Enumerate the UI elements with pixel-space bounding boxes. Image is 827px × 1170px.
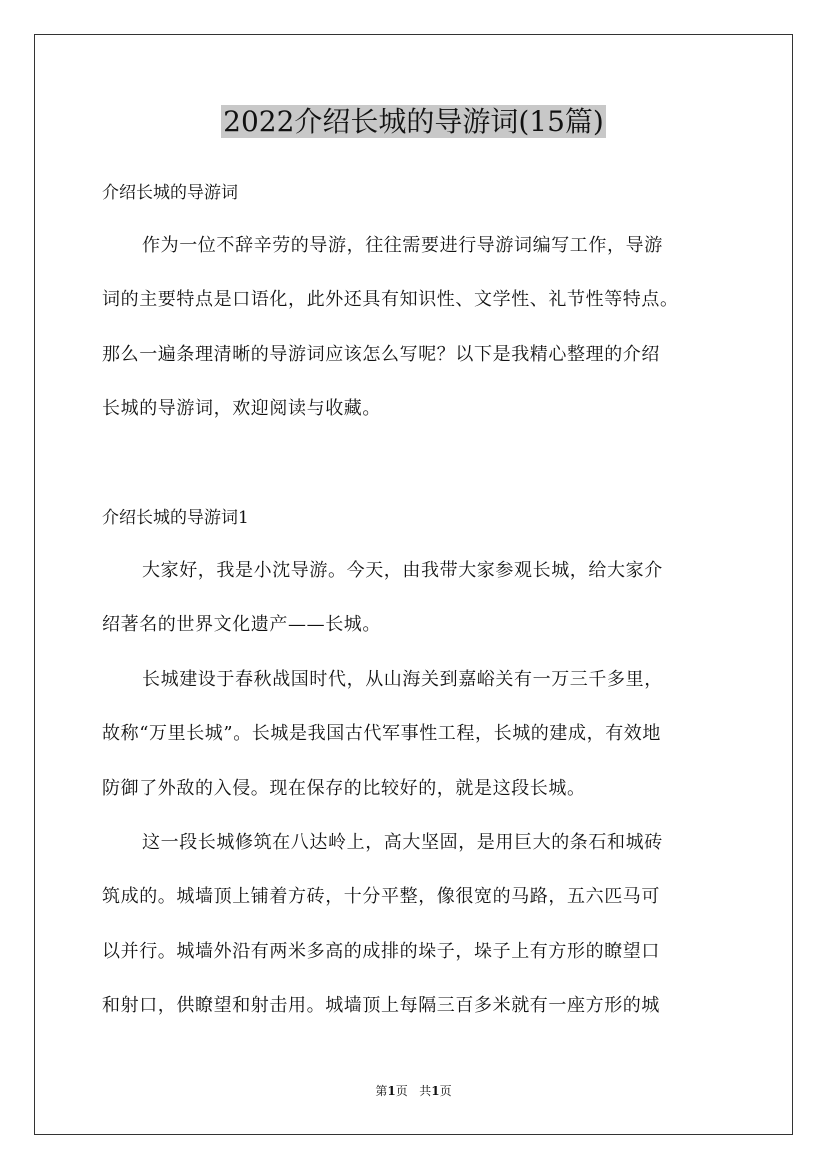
total-pages: 1 <box>431 1084 440 1098</box>
text-line: 长城的导游词，欢迎阅读与收藏。 <box>102 398 381 420</box>
text-line: 词的主要特点是口语化，此外还具有知识性、文学性、礼节性等特点。 <box>102 289 679 311</box>
page-unit: 页 <box>395 1084 408 1098</box>
text-line: 以并行。城墙外沿有两米多高的成排的垛子，垛子上有方形的瞭望口 <box>102 940 660 962</box>
text-line: 长城建设于春秋战国时代，从山海关到嘉峪关有一万三千多里， <box>142 669 663 690</box>
text-line: 那么一遍条理清晰的导游词应该怎么写呢？以下是我精心整理的介绍 <box>102 343 660 365</box>
page-number: 1 <box>387 1084 396 1098</box>
text-line: 大家好，我是小沈导游。今天，由我带大家参观长城，给大家介 <box>142 560 663 581</box>
section-heading-1: 介绍长城的导游词1 <box>102 508 249 528</box>
text-line: 作为一位不辞辛劳的导游，往往需要进行导游词编写工作，导游 <box>142 235 663 256</box>
paragraph-2 <box>102 653 728 816</box>
intro-paragraph <box>102 219 728 437</box>
text-line: 故称“万里长城”。长城是我国古代军事性工程，长城的建成，有效地 <box>102 723 662 745</box>
text-line: 筑成的。城墙顶上铺着方砖，十分平整，像很宽的马路，五六匹马可 <box>102 886 660 908</box>
text-line: 和射口，供瞭望和射击用。城墙顶上每隔三百多米就有一座方形的城 <box>102 995 660 1017</box>
paragraph-1 <box>102 544 728 653</box>
total-unit: 页 <box>439 1084 452 1098</box>
page-prefix: 第 <box>375 1084 388 1098</box>
total-prefix: 共 <box>419 1084 432 1098</box>
paragraph-3 <box>102 816 728 1034</box>
text-line: 防御了外敌的入侵。现在保存的比较好的，就是这段长城。 <box>102 777 586 799</box>
section-heading-intro: 介绍长城的导游词 <box>102 183 238 203</box>
page-footer <box>0 1082 827 1100</box>
document-title <box>0 98 827 146</box>
text-line: 这一段长城修筑在八达岭上，高大坚固，是用巨大的条石和城砖 <box>142 832 663 853</box>
document-title-text: 2022介绍长城的导游词(15篇) <box>223 105 604 138</box>
text-line: 绍著名的世界文化遗产——长城。 <box>102 614 381 636</box>
